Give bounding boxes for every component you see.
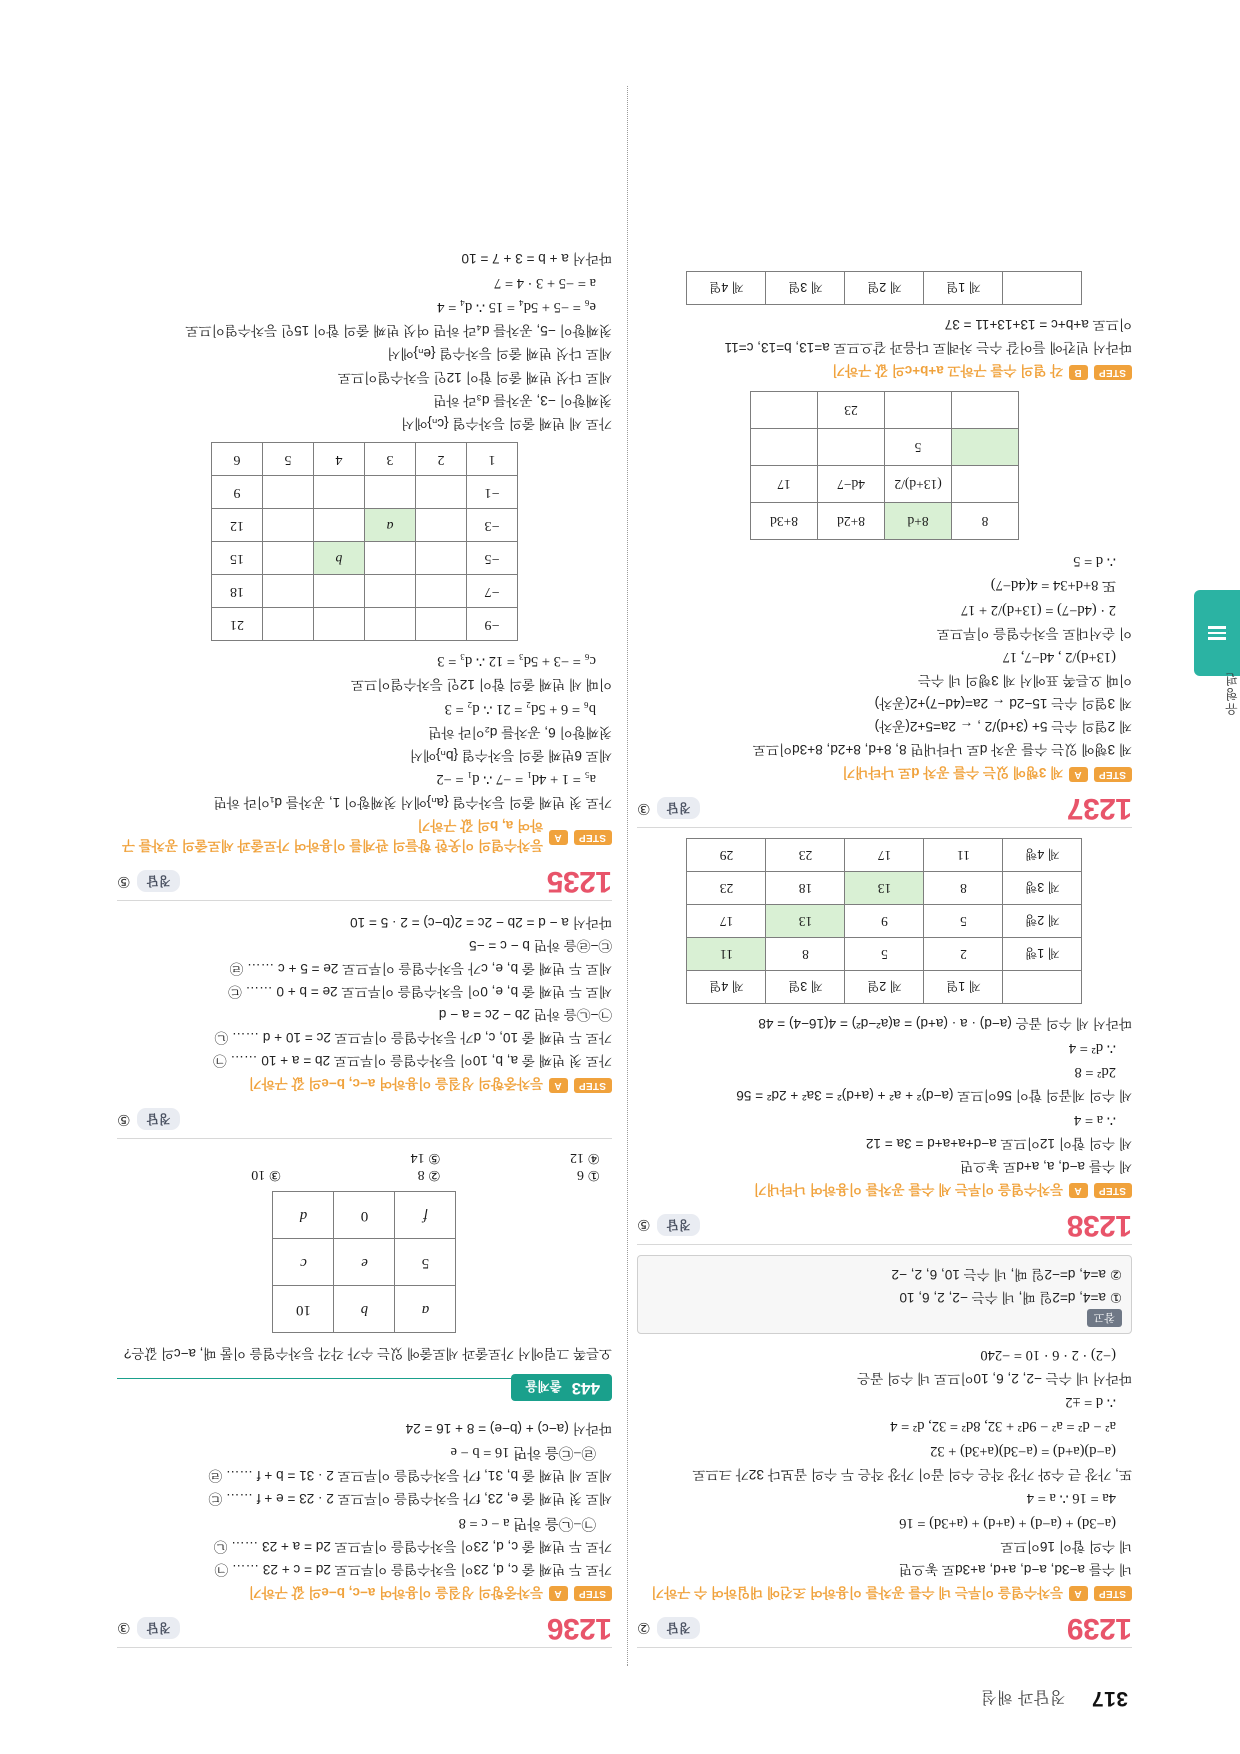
table-cell: 10 xyxy=(273,1286,334,1333)
step-badge: STEP xyxy=(574,1587,612,1602)
problem-1238 xyxy=(637,838,1132,1245)
table-cell xyxy=(365,541,416,574)
solution-line: 이때 세 번째 줄의 합이 12인 등차수열이므로 xyxy=(350,677,612,693)
table-cell: 6 xyxy=(212,442,263,475)
problem-number: 1238 xyxy=(1067,1209,1132,1242)
table-row xyxy=(212,574,518,607)
table-cell xyxy=(263,607,314,640)
problem-number: 1237 xyxy=(1067,792,1132,826)
table-cell xyxy=(314,475,365,508)
problem-header xyxy=(117,1104,612,1139)
table-cell xyxy=(952,429,1019,466)
page-folio: 317 xyxy=(1091,1687,1128,1710)
answer-choices xyxy=(117,1149,612,1183)
answer-choice: ⑤ xyxy=(117,1110,131,1127)
step-letter: B xyxy=(1069,365,1088,380)
table-cell xyxy=(885,392,952,429)
step-badge: STEP xyxy=(1094,1587,1132,1602)
table-cell xyxy=(365,574,416,607)
table-cell: 17 xyxy=(751,466,818,503)
table-cell: 23 xyxy=(766,839,845,872)
choice-3[interactable]: ③ 10 xyxy=(251,1167,282,1183)
table-cell: 5 xyxy=(263,442,314,475)
answer-pill: 정답 xyxy=(657,1617,699,1639)
answer-pill: 정답 xyxy=(137,870,179,892)
solution-line: 첫째항이 −5, 공차를 d₄라 하면 여섯 번째 줄의 합이 15인 등차수열이므로 xyxy=(185,323,612,339)
table-row xyxy=(751,503,1019,540)
step-letter: A xyxy=(1069,1184,1088,1199)
solution-line: 세로 세 번째 줄 b, 31, f가 등차수열을 이루므로 2 · 31 = b + f …… ㉣ xyxy=(208,1468,612,1484)
step-badge: STEP xyxy=(1094,1184,1132,1199)
solution-line: (a−3d) + (a−d) + (a+d) + (a+3d) = 16 xyxy=(899,1514,1116,1531)
answer-choice: ⑤ xyxy=(117,872,131,889)
solution-line: 따라서 a − d = 2b − 2c = 2(b−c) = 2 · 5 = 10 xyxy=(350,915,612,931)
choice-1[interactable]: ① 6 xyxy=(576,1167,600,1183)
solution-line: 가로 첫 번째 줄의 등차수열 {aₙ}에서 첫째항이 1, 공차를 d₁이라 하면 xyxy=(213,795,612,811)
solution-line: 따라서 (a−c) + (b−e) = 8 + 16 = 24 xyxy=(405,1420,612,1436)
solution-line: 따라서 a + b = 3 + 7 = 10 xyxy=(461,251,612,267)
solution-line: 가로 첫 번째 줄 a, b, 10이 등차수열을 이루므로 2b = a + 10 …… ㉠ xyxy=(212,1053,612,1069)
problem-header xyxy=(637,1210,1132,1245)
table-cell: 17 xyxy=(687,905,766,938)
solution-line: 2 · (4d−7) = (13+d)/2 + 17 xyxy=(960,601,1116,618)
table-cell: a xyxy=(365,508,416,541)
solution-line: 네 수를 a−3d, a−d, a+d, a+3d로 놓으면 xyxy=(898,1562,1132,1577)
solution-line: b₆ = 6 + 5d₂ = 21 ∴ d₂ = 3 xyxy=(444,700,596,717)
step-badge: STEP xyxy=(1094,365,1132,380)
table-cell xyxy=(952,392,1019,429)
table-cell xyxy=(416,508,467,541)
step-badge: STEP xyxy=(574,1078,612,1093)
solution-line: 이 순서대로 등차수열을 이루므로 xyxy=(936,625,1132,641)
table-cell: 제 4열 xyxy=(687,272,766,305)
problem-number: 1236 xyxy=(547,1612,612,1645)
problem-1239 xyxy=(637,1255,1132,1648)
table-1237 xyxy=(750,391,1019,540)
step-a xyxy=(117,1584,612,1604)
solution-line: 가로 세 번째 줄의 등차수열 {cₙ}에서 xyxy=(401,415,612,431)
step-letter: A xyxy=(549,830,568,845)
solution-line: 따라서 빈칸에 들어갈 수는 차례로 다음과 같으므로 a=13, b=13, c=11 xyxy=(724,340,1132,356)
solution-line: 네 수의 합이 16이므로 xyxy=(1000,1538,1132,1554)
solution-line: ∴ d² = 4 xyxy=(1068,1039,1116,1056)
answer-chip xyxy=(637,1617,700,1639)
table-cell: 13 xyxy=(845,872,924,905)
table-cell: −3 xyxy=(467,508,518,541)
solution-line: 세 수를 a−d, a, a+d로 놓으면 xyxy=(959,1159,1132,1174)
table-row xyxy=(212,607,518,640)
table-cell: 제 2행 xyxy=(1003,905,1082,938)
solution-line: 가로 두 번째 줄 10, c, d가 등차수열을 이루므로 2c = 10 + d …… ㉡ xyxy=(214,1030,612,1046)
table-cell: 17 xyxy=(845,839,924,872)
solution-line: 첫째항이 −3, 공차를 d₃라 하면 xyxy=(433,392,612,408)
running-title: 정답과 해설 xyxy=(980,1688,1066,1705)
table-cell: 13 xyxy=(766,905,845,938)
table-row xyxy=(751,392,1019,429)
table-cell: 8 xyxy=(766,938,845,971)
step-badge: STEP xyxy=(1094,767,1132,782)
step-letter: A xyxy=(549,1078,568,1093)
solution-line: 제 3행에 있는 수를 공차 d로 나타내면 8, 8+d, 8+2d, 8+3d이므로 xyxy=(752,742,1132,758)
solution-line: 가로 두 번째 줄 c, d, 23이 등차수열을 이루므로 2d = c + 23 …… ㉠ xyxy=(214,1562,612,1577)
table-cell xyxy=(751,392,818,429)
table-cell: 5 xyxy=(395,1239,456,1286)
table-cell xyxy=(416,574,467,607)
answer-choice: ③ xyxy=(117,1619,131,1636)
solution-line: 제 3열의 수는 15−2d ← 2a=(4d−7)+2(공차) xyxy=(874,696,1132,712)
table-cell: 1 xyxy=(467,442,518,475)
answer-pill: 정답 xyxy=(137,1617,179,1639)
table-cell: 15 xyxy=(212,541,263,574)
solution-line: 또, 가장 큰 수와 가장 작은 수의 곱이 가장 작은 두 수의 곱보다 32가 크므로 xyxy=(692,1467,1132,1482)
table-row xyxy=(687,872,1082,905)
table-cell xyxy=(314,607,365,640)
solution-line: 따라서 세 수의 곱은 (a−d) · a · (a+d) = a(a²−d²) = 4(16−4) = 48 xyxy=(758,1016,1132,1032)
table-cell: 18 xyxy=(212,574,263,607)
solution-line: 2d² = 8 xyxy=(1074,1064,1116,1081)
table-row xyxy=(751,429,1019,466)
solution-line: ㉣−㉢을 하면 16 = b − e xyxy=(450,1444,596,1461)
problem-1235 xyxy=(117,247,612,901)
side-thumb-tab xyxy=(1194,590,1240,716)
answer-chip xyxy=(117,1108,180,1130)
solution-line: 4a = 16 ∴ a = 4 xyxy=(1026,1490,1116,1507)
table-cell: 제 4행 xyxy=(1003,839,1082,872)
table-cell: 제 2열 xyxy=(845,272,924,305)
table-cell xyxy=(952,466,1019,503)
table-cell xyxy=(1003,272,1082,305)
left-column xyxy=(637,88,1132,1658)
table-cell: 2 xyxy=(416,442,467,475)
table-row xyxy=(212,475,518,508)
table-cell: 4d−7 xyxy=(818,466,885,503)
table-cell xyxy=(818,429,885,466)
banner-rate-label: 출제율 xyxy=(511,1374,561,1401)
table-row xyxy=(273,1286,456,1333)
table-cell: 제 3열 xyxy=(766,971,845,1004)
answer-chip xyxy=(117,1617,180,1639)
table-row xyxy=(273,1192,456,1239)
solution-line: 이때 오른쪽 표에서 제 3행의 네 수는 xyxy=(917,673,1132,689)
table-cell: 제 3행 xyxy=(1003,872,1082,905)
side-tab-label: 유형편 xyxy=(1225,671,1240,716)
table-cell: 5 xyxy=(845,938,924,971)
table-cell xyxy=(1003,971,1082,1004)
table-cell: 5 xyxy=(885,429,952,466)
solution-line: 세로 다섯 번째 줄의 합이 12인 등차수열이므로 xyxy=(337,369,612,385)
note-line: ① a=4, d=2일 때, 네 수는 −2, 2, 6, 10 xyxy=(899,1290,1122,1306)
step-text: 각 열의 수를 구하고 a+b+c의 값 구하기 xyxy=(832,363,1064,379)
problem-header xyxy=(117,1613,612,1648)
table-cell xyxy=(263,475,314,508)
table-cell: 9 xyxy=(845,905,924,938)
step-text: 제 3행에 있는 수를 공차 d로 나타내기 xyxy=(842,765,1064,781)
choice-2[interactable]: ② 8 xyxy=(417,1167,441,1183)
table-1237-final xyxy=(687,271,1083,305)
table-cell xyxy=(751,429,818,466)
table-cell: c xyxy=(273,1239,334,1286)
answer-pill: 정답 xyxy=(657,1214,699,1236)
table-cell: −5 xyxy=(467,541,518,574)
problem-1237 xyxy=(637,271,1132,828)
table-cell: 0 xyxy=(334,1192,395,1239)
table-cell: 9 xyxy=(212,475,263,508)
table-row xyxy=(212,541,518,574)
solution-line: 세 수의 제곱의 합이 56이므로 (a−d)² + a² + (a+d)² = 3a² + 2d² = 56 xyxy=(736,1088,1132,1104)
answer-chip xyxy=(117,870,180,892)
table-cell: −1 xyxy=(467,475,518,508)
solution-line: 세로 첫 번째 줄 e, 23, f가 등차수열을 이루므로 2 · 23 = e + f …… ㉢ xyxy=(208,1491,612,1507)
table-row xyxy=(751,466,1019,503)
table-row xyxy=(687,938,1082,971)
answer-choice: ② xyxy=(637,1619,651,1636)
solution-line: 첫째항이 6, 공차를 d₂이라 하면 xyxy=(428,724,612,740)
table-cell: 21 xyxy=(212,607,263,640)
solution-line: 또 8+d+34 = 4(4d−7) xyxy=(990,577,1116,594)
solution-line: 세로 6번째 줄의 등차수열 {bₙ}에서 xyxy=(409,747,612,763)
solution-line: ㉢−㉣을 하면 b − c = −5 xyxy=(469,938,612,954)
step-a xyxy=(637,1181,1132,1201)
solution-line: 제 2열의 수는 5+ (3+d)/2 , ← 2a=5+2(공차) xyxy=(874,719,1132,735)
table-cell: 29 xyxy=(687,839,766,872)
step-a xyxy=(637,764,1132,784)
solution-line: 세로 두 번째 줄 b, e, 0이 등차수열을 이루므로 2e = b + 0 …… ㉢ xyxy=(228,984,612,1000)
step-a xyxy=(117,817,612,857)
answer-choice: ⑤ xyxy=(637,1216,651,1233)
right-column xyxy=(117,88,612,1658)
solution-line: ㉠−㉡을 하면 a − c = 8 xyxy=(458,1514,596,1531)
solution-line: ∴ d = ±2 xyxy=(1065,1394,1116,1411)
step-text: 등차수열을 이루는 세 수를 공차를 이용하여 나타내기 xyxy=(753,1182,1064,1197)
table-cell: 제 1행 xyxy=(1003,938,1082,971)
table-cell: 3 xyxy=(365,442,416,475)
solution-line: 세로 두 번째 줄 b, e, c가 등차수열을 이루므로 2e = 5 + c …… ㉣ xyxy=(229,961,612,977)
table-cell: (13+d)/2 xyxy=(885,466,952,503)
table-cell: f xyxy=(395,1192,456,1239)
problem-1236 xyxy=(117,1417,612,1648)
answer-pill: 정답 xyxy=(137,1108,179,1130)
table-row xyxy=(687,905,1082,938)
table-cell xyxy=(416,541,467,574)
table-cell: 8+3d xyxy=(751,503,818,540)
answer-chip xyxy=(637,797,700,819)
problem-number: 1239 xyxy=(1067,1612,1132,1645)
solution-line: e₆ = −5 + 5d₄ = 15 ∴ d₄ = 4 xyxy=(437,299,596,316)
table-cell xyxy=(416,607,467,640)
table-cell xyxy=(263,541,314,574)
table-cell: 8 xyxy=(952,503,1019,540)
solution-line: 세로 다섯 번째 줄의 등차수열 {eₙ}에서 xyxy=(387,346,612,362)
banner-number: 443 xyxy=(562,1374,612,1401)
table-cell: 23 xyxy=(818,392,885,429)
table-cell xyxy=(263,574,314,607)
table-cell: 2 xyxy=(924,938,1003,971)
table-cell: 4 xyxy=(314,442,365,475)
solution-line: a₅ = 1 + 4d₁ = −7 ∴ d₁ = −2 xyxy=(436,771,596,788)
table-cell: 23 xyxy=(687,872,766,905)
table-row xyxy=(687,971,1082,1004)
step-a xyxy=(117,1075,612,1095)
banner-rule xyxy=(117,1378,511,1401)
choice-4[interactable]: ④ 12 xyxy=(569,1150,600,1166)
table-cell: 12 xyxy=(212,508,263,541)
problem-header xyxy=(117,866,612,901)
table-cell: 11 xyxy=(924,839,1003,872)
solution-line: a² − d² = a² − 9d² + 32, 8d² = 32, d² = 4 xyxy=(890,1418,1116,1435)
table-cell: 제 4열 xyxy=(687,971,766,1004)
table-cell xyxy=(365,607,416,640)
table-cell: 8+2d xyxy=(818,503,885,540)
table-cell: e xyxy=(334,1239,395,1286)
table-cell: a xyxy=(395,1286,456,1333)
table-cell: 8 xyxy=(924,872,1003,905)
menu-bars-icon xyxy=(1208,626,1226,640)
table-row xyxy=(212,442,518,475)
table-cell: 5 xyxy=(924,905,1003,938)
note-label: 참고 xyxy=(1087,1309,1122,1327)
reference-note xyxy=(637,1255,1132,1334)
problem-header xyxy=(637,1613,1132,1648)
table-cell: b xyxy=(314,541,365,574)
answer-pill: 정답 xyxy=(657,797,699,819)
table-cell: 11 xyxy=(687,938,766,971)
table-cell: 제 1열 xyxy=(924,971,1003,1004)
answer-choice: ③ xyxy=(637,799,651,816)
solution-line: ∴ a = 4 xyxy=(1074,1111,1116,1128)
table-443 xyxy=(273,1191,457,1333)
step-a xyxy=(637,1584,1132,1604)
table-cell: 8+d xyxy=(885,503,952,540)
step-text: 등차수열을 이루는 네 수를 공차를 이용하여 조건에 대입하여 수 구하기 xyxy=(651,1585,1064,1600)
table-cell: d xyxy=(273,1192,334,1239)
running-head xyxy=(981,1686,1128,1710)
table-cell xyxy=(314,574,365,607)
step-badge: STEP xyxy=(574,830,612,845)
table-cell: 제 1열 xyxy=(924,272,1003,305)
solution-line: ㉠−㉡을 하면 2b − 2c = a − d xyxy=(438,1007,612,1023)
answer-chip xyxy=(637,1214,700,1236)
table-cell xyxy=(365,475,416,508)
question-text: 오른쪽 그림에서 가로줄과 세로줄에 있는 수가 각각 등차수열을 이룰 때, a−c의 값은? xyxy=(124,1345,612,1361)
solution-line: c₆ = −3 + 5d₃ = 12 ∴ d₃ = 3 xyxy=(437,653,596,670)
table-cell: 18 xyxy=(766,872,845,905)
note-line: ② a=4, d=−2일 때, 네 수는 10, 6, 2, −2 xyxy=(891,1267,1122,1283)
choice-5[interactable]: ⑤ 14 xyxy=(410,1150,441,1166)
solution-line: (13+d)/2 , 4d−7, 17 xyxy=(1002,649,1116,666)
step-text: 등차중항의 성질을 이용하여 a−c, b−e의 값 구하기 xyxy=(248,1585,544,1600)
solution-line: 가로 두 번째 줄 c, d, 23이 등차수열을 이루므로 2d = a + 23 …… ㉡ xyxy=(213,1538,612,1554)
solution-line: ∴ d = 5 xyxy=(1073,552,1116,569)
table-1238 xyxy=(687,838,1083,1004)
solution-line: (a−d)(a+d) = (a−3d)(a+3d) + 32 xyxy=(930,1442,1116,1459)
problem-number: 1235 xyxy=(547,865,612,899)
problem-443 xyxy=(117,911,612,1401)
banner-443 xyxy=(117,1374,612,1401)
table-cell: 제 3열 xyxy=(766,272,845,305)
step-text: 등차중항의 성질을 이용하여 a−c, b−e의 값 구하기 xyxy=(248,1076,544,1092)
table-cell: 제 2열 xyxy=(845,971,924,1004)
table-row xyxy=(212,508,518,541)
solution-line: (−2) · 2 · 6 · 10 = −240 xyxy=(980,1346,1116,1363)
table-cell xyxy=(314,508,365,541)
step-letter: A xyxy=(1069,767,1088,782)
table-cell: b xyxy=(334,1286,395,1333)
table-1235 xyxy=(211,442,518,641)
step-text: 등차수열의 이웃한 항들의 관계를 이용하여 가로줄과 세로줄의 공차를 구하여 a, b의 값 구하기 xyxy=(121,818,544,854)
step-letter: A xyxy=(549,1587,568,1602)
table-row xyxy=(687,272,1082,305)
column-divider xyxy=(627,86,628,1666)
table-cell xyxy=(416,475,467,508)
step-b xyxy=(637,362,1132,382)
table-cell: −9 xyxy=(467,607,518,640)
table-row xyxy=(273,1239,456,1286)
solution-line: 이므로 a+b+c = 13+13+11 = 37 xyxy=(944,317,1132,333)
table-cell: −7 xyxy=(467,574,518,607)
solution-line: a = −5 + 3 · 4 = 7 xyxy=(494,274,596,291)
table-row xyxy=(687,839,1082,872)
table-cell xyxy=(263,508,314,541)
solution-line: 세 수의 합이 12이므로 a−d+a+a+d = 3a = 12 xyxy=(865,1135,1132,1151)
step-letter: A xyxy=(1069,1587,1088,1602)
solution-line: 따라서 네 수는 −2, 2, 6, 10이므로 네 수의 곱은 xyxy=(857,1370,1132,1386)
problem-header xyxy=(637,793,1132,828)
